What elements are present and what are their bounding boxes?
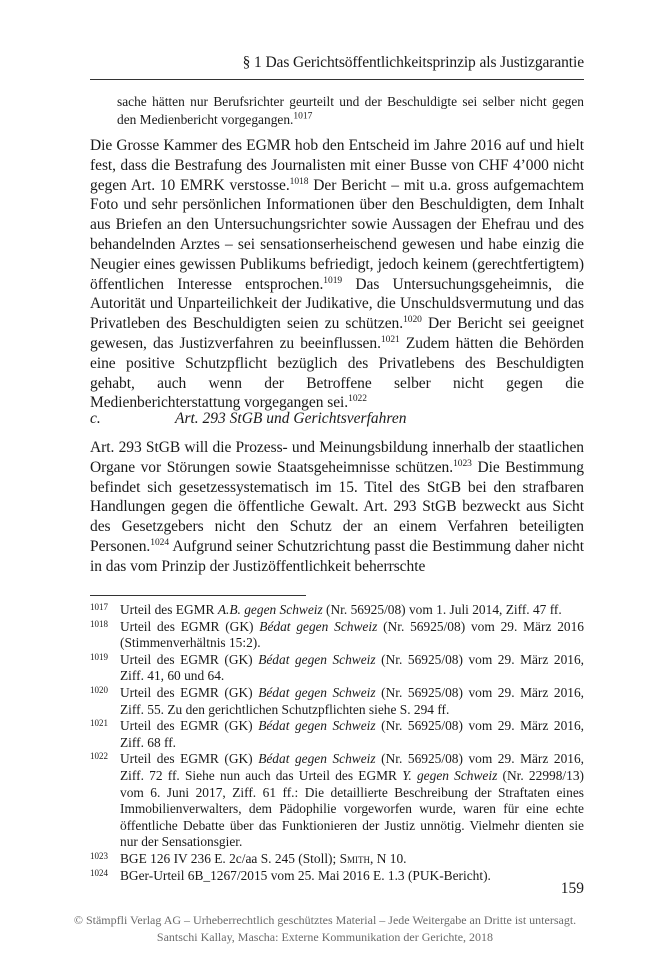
- para1-sentence-3: Das Untersuchungsgeheimnis, die Autorität und Unparteilichkeit der Judikative, die Unschuldsvermutung und das Privatleben des Beschuldigten seien zu schützen.: [90, 275, 585, 333]
- para2-sentence-1: Art. 293 StGB will die Prozess- und Meinungsbildung innerhalb der staatlichen Organe vor Störungen sowie Staatsgeheimnisse schützen.: [90, 439, 584, 476]
- footnote-divider: [90, 595, 306, 596]
- running-header: § 1 Das Gerichtsöffentlichkeitsprinzip als Justizgarantie: [242, 54, 584, 71]
- footnote-ref-1017[interactable]: 1017: [293, 111, 313, 122]
- footnote-number: 1022: [90, 751, 108, 762]
- case-name: Bédat gegen Schweiz: [258, 684, 376, 700]
- footnote-text: BGer-Urteil 6B_1267/2015 vom 25. Mai 2016 E. 1.3 (PUK-Bericht).: [120, 867, 491, 883]
- footnote-text: Urteil des EGMR: [120, 602, 218, 617]
- quote-text: sache hätten nur Berufsrichter geurteilt und der Beschuldigte sei selber nicht gegen den Medienbericht vorgegangen.: [117, 94, 584, 127]
- footnote-1020: [90, 685, 584, 718]
- para2-sentence-3: Aufgrund seiner Schutzrichtung passt die Bestimmung daher nicht in das vom Prinzip der Justizöffentlichkeit beherrschte: [90, 537, 584, 575]
- footnote-ref-1021[interactable]: 1021: [380, 334, 400, 345]
- footnote-number: 1017: [90, 602, 108, 612]
- block-quote: [117, 93, 584, 128]
- footnote-number: 1024: [90, 867, 108, 878]
- footnote-text: Urteil des EGMR (GK): [120, 751, 259, 767]
- footnote-text: Urteil des EGMR (GK): [120, 618, 260, 634]
- paragraph-art-293: [90, 438, 584, 577]
- footnote-1021: [90, 718, 584, 751]
- footnote-text: , N 10.: [370, 850, 407, 866]
- footnote-number: 1018: [90, 618, 108, 629]
- footnote-ref-1018[interactable]: 1018: [289, 176, 309, 187]
- footnote-ref-1022[interactable]: 1022: [348, 394, 367, 405]
- header-divider: [90, 79, 584, 80]
- footnote-number: 1019: [90, 651, 108, 662]
- case-name: Bédat gegen Schweiz: [258, 651, 376, 667]
- footnote-1018: [90, 619, 584, 652]
- para1-sentence-2: Der Bericht – mit u.a. gross aufgemachtem Foto und sehr persönlichen Informationen über den Beschuldigten, dem Inhalt aus Briefen an den Untersuchungsrichter sowie Aussagen der Ehefrau und des behandelnden Arztes – sei sensationserheischend gewesen und habe einzig die Neugier eines gewissen Publikums befriedigt, jedoch keinem (gerechtfertigtem) öffentlichen Interesse entsprochen.: [90, 176, 584, 293]
- author-name: Smith: [339, 850, 371, 866]
- footnote-text: (Nr. 56925/08) vom 29. März 2016 (Stimmenverhältnis 15:2).: [120, 618, 584, 651]
- footnote-ref-1020[interactable]: 1020: [403, 315, 422, 326]
- copyright-notice: [0, 912, 650, 946]
- footnote-text: (Nr. 56925/08) vom 29. März 2016, Ziff. 41, 60 und 64.: [120, 651, 584, 684]
- case-name: Y. gegen Schweiz: [402, 767, 498, 783]
- footnote-number: 1023: [90, 850, 108, 861]
- para1-sentence-4: Der Bericht sei geeignet gewesen, das Justizverfahren zu beeinflussen.: [90, 315, 584, 352]
- footnote-1024: [90, 868, 584, 885]
- case-name: Bédat gegen Schweiz: [259, 618, 378, 634]
- footnote-ref-1024[interactable]: 1024: [150, 537, 170, 548]
- copyright-line-1: © Stämpfli Verlag AG – Urheberrechtlich geschütztes Material – Jede Weitergabe an Dritte ist untersagt.: [73, 913, 577, 927]
- footnote-text: (Nr. 22998/13) vom 6. Juni 2017, Ziff. 61 ff.: Die detaillierte Beschreibung der Straftaten eines Immobilienverwalters, dem Pädophilie vorgeworfen wurde, waren für eine echte öffentliche Debatte über das Funktionieren der Justiz unnötig. Vielmehr dienten sie nur der Sensationsgier.: [120, 767, 584, 850]
- para1-sentence-5: Zudem hätten die Behörden eine positive Schutzpflicht bezüglich des Privatlebens des Beschuldigten gehabt, auch wenn der Betroffene selber nicht gegen die Medienberichterstattung vorgegangen sei.: [90, 334, 584, 412]
- section-number: c.: [90, 410, 101, 427]
- paragraph-bedat: [90, 136, 584, 413]
- copyright-line-2: Santschi Kallay, Mascha: Externe Kommunikation der Gerichte, 2018: [156, 930, 494, 944]
- case-name: Bédat gegen Schweiz: [258, 751, 376, 767]
- footnote-ref-1023[interactable]: 1023: [453, 458, 472, 469]
- para2-sentence-2: Die Bestimmung befindet sich gesetzessystematisch im 15. Titel des StGB bei den strafbaren Handlungen gegen die öffentliche Gewalt. Art. 293 StGB bezweckt aus Sicht des Gesetzgebers nicht den Schutz der an einem Verfahren beteiligten Personen.: [90, 458, 584, 555]
- section-heading: [90, 410, 584, 428]
- footnote-1019: [90, 652, 584, 685]
- case-name: Bédat gegen Schweiz: [258, 718, 376, 734]
- footnote-1022: [90, 751, 584, 851]
- footnote-text: (Nr. 56925/08) vom 29. März 2016, Ziff. 68 ff.: [120, 718, 584, 750]
- page-number: 159: [560, 880, 584, 897]
- footnote-ref-1019[interactable]: 1019: [323, 275, 343, 286]
- footnote-text: (Nr. 56925/08) vom 29. März 2016, Ziff. 72 ff. Siehe nun auch das Urteil des EGMR: [120, 751, 584, 783]
- footnote-text: (Nr. 56925/08) vom 1. Juli 2014, Ziff. 47 ff.: [322, 602, 562, 617]
- footnote-text: Urteil des EGMR (GK): [120, 651, 259, 667]
- footnote-text: Urteil des EGMR (GK): [120, 718, 259, 734]
- footnote-text: BGE 126 IV 236 E. 2c/aa S. 245 (Stoll);: [120, 850, 340, 866]
- footnote-1023: [90, 851, 584, 868]
- case-name: A.B. gegen Schweiz: [217, 602, 323, 617]
- footnote-number: 1020: [90, 684, 108, 695]
- footnote-number: 1021: [90, 718, 108, 729]
- footnote-text: (Nr. 56925/08) vom 29. März 2016, Ziff. 55. Zu den gerichtlichen Schutzpflichten siehe S. 294 ff.: [120, 684, 584, 717]
- footnote-1017: [90, 602, 584, 619]
- footnotes: [90, 602, 584, 884]
- section-title: Art. 293 StGB und Gerichtsverfahren: [175, 410, 407, 427]
- footnote-text: Urteil des EGMR (GK): [120, 684, 259, 700]
- para1-sentence-1: Die Grosse Kammer des EGMR hob den Entscheid im Jahre 2016 auf und hielt fest, dass die Bestrafung des Journalisten mit einer Busse von CHF 4’000 nicht gegen Art. 10 EMRK verstosse.: [90, 137, 584, 194]
